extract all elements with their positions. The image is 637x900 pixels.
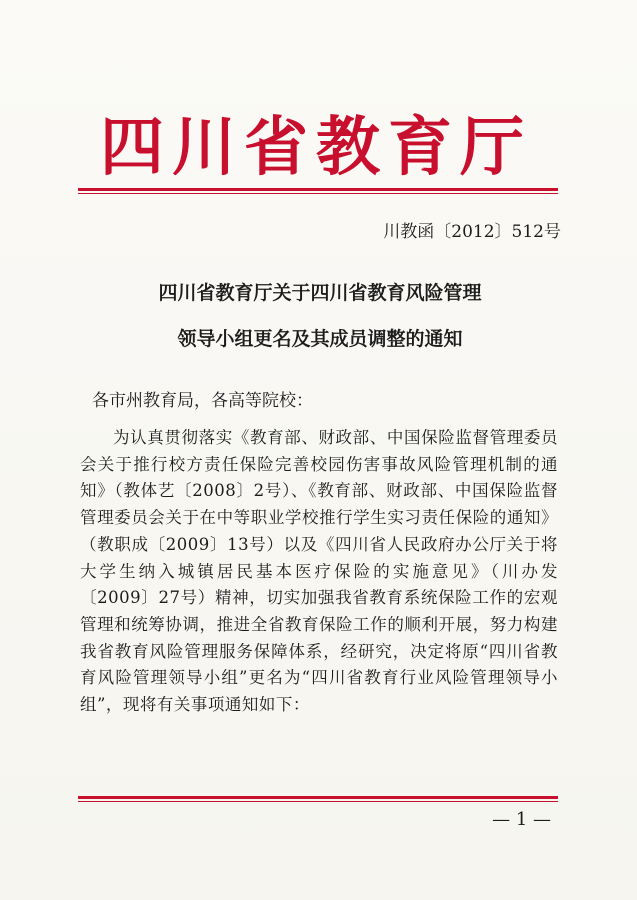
page-number: — 1 — bbox=[492, 809, 551, 830]
body-paragraph: 为认真贯彻落实《教育部、财政部、中国保险监督管理委员会关于推行校方责任保险完善校园伤害事故风险管理机制的通知》（教体艺〔2008〕2号）、《教育部、财政部、中国保险监督管理委员会关于在中等职业学校推行学生实习责任保险的通知》（教职成〔2009〕13号）以及《四川省人民政府办公厅关于将大学生纳入城镇居民基本医疗保险的实施意见》（川办发〔2009〕27号）精神，切实加强我省教育系统保险工作的宏观管理和统筹协调，推进全省教育保险工作的顺利开展，努力构建我省教育风险管理服务保障体系，经研究，决定将原“四川省教育风险管理领导小组”更名为“四川省教育行业风险管理领导小组”，现将有关事项通知如下： bbox=[80, 428, 558, 715]
letterhead-rule bbox=[78, 188, 558, 191]
document-title-line-1: 四川省教育厅关于四川省教育风险管理 bbox=[158, 282, 482, 304]
agency-letterhead: 四川省教育厅 bbox=[100, 111, 532, 185]
letterhead-rule-thin bbox=[78, 193, 558, 194]
document-title-line-2: 领导小组更名及其成员调整的通知 bbox=[177, 328, 463, 350]
document-number: 川教函〔2012〕512号 bbox=[383, 222, 561, 242]
salutation: 各市州教育局，各高等院校： bbox=[92, 391, 313, 411]
footer-rule-thin bbox=[78, 801, 558, 802]
footer-rule bbox=[78, 796, 558, 799]
